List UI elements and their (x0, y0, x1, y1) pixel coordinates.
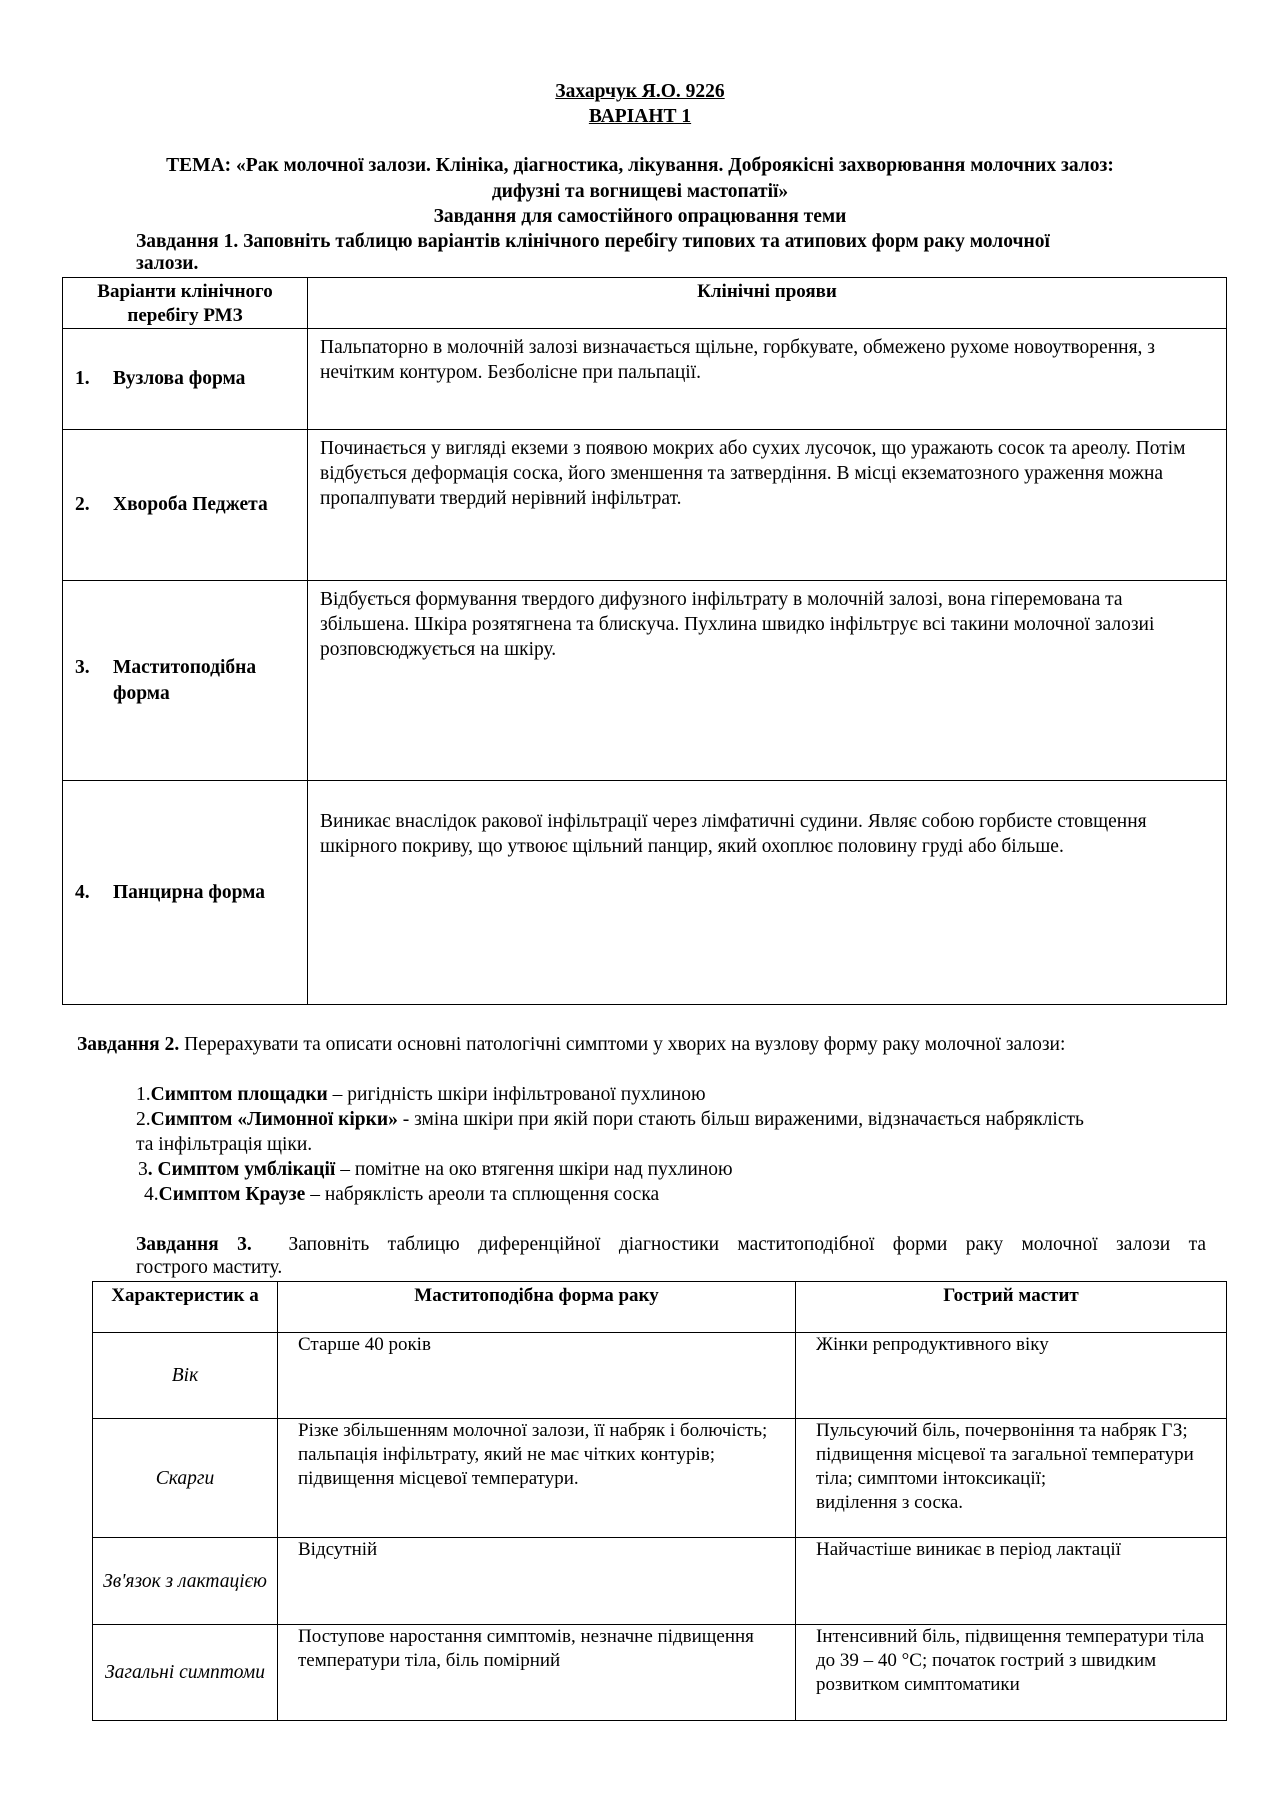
row-label-cell: 4. Панцирна форма (63, 781, 308, 1005)
row-text-cell: Відбується формування твердого дифузного інфільтрату в молочній залозі, вона гіперемована та збільшена. Шкіра розятягнена та блискуча. Пухлина швидко інфільтрує всі такини молочної залозиі розповсюджується на шкіру. (308, 581, 1227, 781)
variant-title: ВАРІАНТ 1 (588, 106, 692, 127)
task3-header-cancer: Маститоподібна форма раку (278, 1282, 796, 1333)
task3-header-mastitis: Гострий мастит (796, 1282, 1227, 1333)
task3-header-characteristic: Характеристик а (93, 1282, 278, 1333)
row-label-cell: 2. Хвороба Педжета (63, 430, 308, 581)
table-row (63, 581, 1227, 781)
characteristic-cell: Вік (93, 1333, 278, 1419)
characteristic-cell: Зв'язок з лактацією (93, 1538, 278, 1625)
list-item-continuation: та інфільтрація щіки. (136, 1134, 313, 1155)
task1-title-line-1: Завдання 1. Заповніть таблицю варіантів клінічного перебігу типових та атипових форм раку молочної (136, 231, 1050, 252)
row-text-cell: Починається у вигляді екземи з появою мокрих або сухих лусочок, що уражають сосок та ареолу. Потім відбується деформація соска, його зменшення та затвердіння. В місці екзематозного ураження можна пропалпувати твердий нерівний інфільтрат. (308, 430, 1227, 581)
list-item: 4.Симптом Краузе – набряклість ареоли та сплющення соска (144, 1184, 660, 1205)
task1-title-line-2: залози. (136, 253, 199, 274)
row-text-cell: Пальпаторно в молочній залозі визначається щільне, горбкувате, обмежено рухоме новоутворення, з нечітким контуром. Безболісне при пальпації. (308, 329, 1227, 430)
list-item: 3. Симптом умблікації – помітне на око втягення шкіри над пухлиною (138, 1159, 733, 1180)
topic-line-2: дифузні та вогнищеві мастопатії» (491, 181, 789, 202)
list-item: 1.Симптом площадки – ригідність шкіри інфільтрованої пухлиною (136, 1084, 706, 1105)
task3-title-line-1: Завдання 3. Заповніть таблицю диференційної діагностики маститоподібної форми раку молочної залози та (136, 1234, 1206, 1255)
subtitle: Завдання для самостійного опрацювання теми (433, 206, 847, 227)
table-row (93, 1625, 1227, 1721)
task1-col1-header: Варіанти клінічного перебігу РМЗ (63, 278, 308, 329)
cancer-cell: Поступове наростання симптомів, незначне підвищення температури тіла, біль помірний (278, 1625, 796, 1721)
task3-title-line-2: гострого маститу. (136, 1257, 283, 1278)
mastitis-cell: Пульсуючий біль, почервоніння та набряк ГЗ; підвищення місцевої та загальної температури тіла; симптоми інтоксикації; виділення з соска. (796, 1419, 1227, 1538)
task3-table (92, 1281, 1227, 1721)
characteristic-cell: Скарги (93, 1419, 278, 1538)
list-item: 2.Симптом «Лимонної кірки» - зміна шкіри при якій пори стають більш вираженими, відзначається набряклість (136, 1109, 1084, 1130)
task1-col2-header: Клінічні прояви (308, 278, 1227, 329)
table-row (93, 1538, 1227, 1625)
mastitis-cell: Жінки репродуктивного віку (796, 1333, 1227, 1419)
cancer-cell: Різке збільшенням молочної залози, її набряк і болючість; пальпація інфільтрату, який не має чітких контурів; підвищення місцевої температури. (278, 1419, 796, 1538)
row-label-cell: 3. Маститоподібна форма (63, 581, 308, 781)
cancer-cell: Старше 40 років (278, 1333, 796, 1419)
characteristic-cell: Загальні симптоми (93, 1625, 278, 1721)
table-row (93, 1333, 1227, 1419)
table-row (93, 1419, 1227, 1538)
task1-table (62, 277, 1227, 1005)
mastitis-cell: Інтенсивний біль, підвищення температури тіла до 39 – 40 °С; початок гострий з швидким розвитком симптоматики (796, 1625, 1227, 1721)
author-line: Захарчук Я.О. 9226 (555, 81, 725, 102)
row-text-cell: Виникає внаслідок ракової інфільтрації через лімфатичні судини. Являє собою горбисте стовщення шкірного покриву, що утвоює щільний панцир, який охоплює половину груді або більше. (308, 781, 1227, 1005)
table-row (63, 329, 1227, 430)
task2-title: Завдання 2. Перерахувати та описати основні патологічні симптоми у хворих на вузлову форму раку молочної залози: (77, 1034, 1066, 1055)
task1-header-row (63, 278, 1227, 329)
task3-header-row (93, 1282, 1227, 1333)
table-row (63, 781, 1227, 1005)
row-label-cell: 1. Вузлова форма (63, 329, 308, 430)
table-row (63, 430, 1227, 581)
topic-line-1: ТЕМА: «Рак молочної залози. Клініка, діагностика, лікування. Доброякісні захворювання молочних залоз: (166, 155, 1114, 176)
cancer-cell: Відсутній (278, 1538, 796, 1625)
mastitis-cell: Найчастіше виникає в період лактації (796, 1538, 1227, 1625)
